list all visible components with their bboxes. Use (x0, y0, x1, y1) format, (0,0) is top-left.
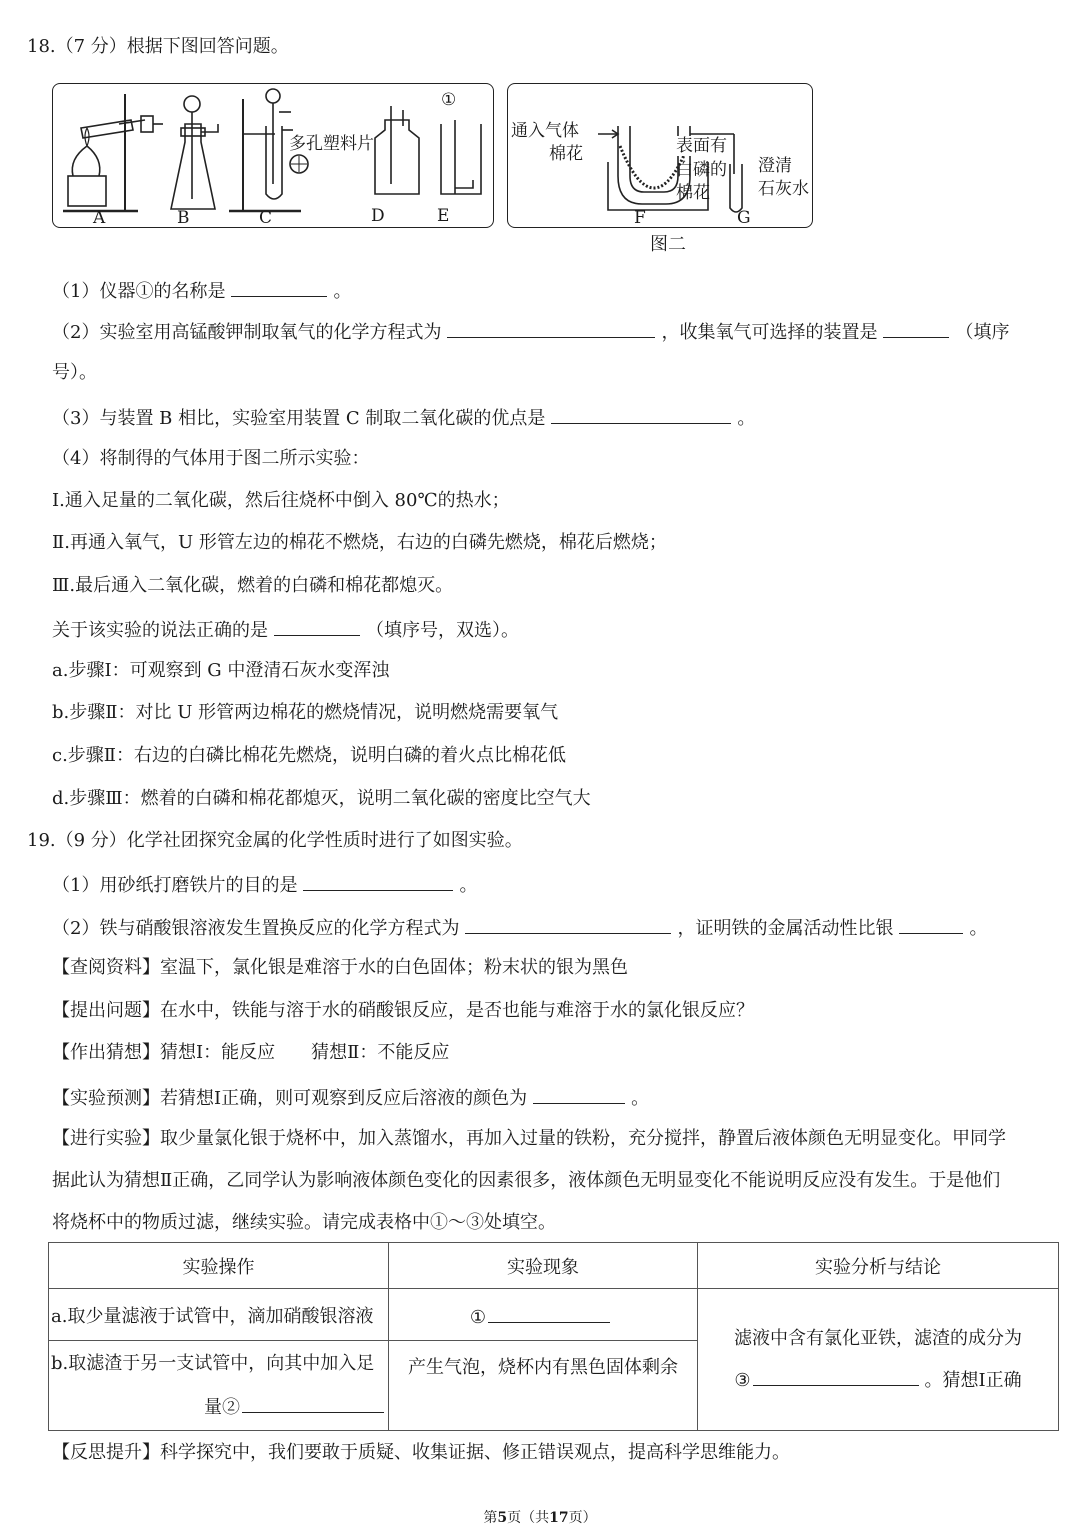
q18-part4: （4）将制得的气体用于图二所示实验： (52, 448, 370, 469)
q19-part1-end: 。 (459, 875, 478, 896)
figure-u-tube (507, 83, 813, 228)
q18-ask-text: 关于该实验的说法正确的是 (52, 620, 268, 641)
label-surface-2: 白磷的 (676, 160, 727, 180)
q18-part2-text-c: （填序 (955, 322, 1010, 343)
label-surface-1: 表面有 (676, 136, 727, 156)
q18-part3-end: 。 (737, 408, 756, 429)
alcohol-lamp (72, 146, 100, 176)
row-b-phenomenon: 产生气泡，烧杯内有黑色固体剩余 (389, 1341, 698, 1431)
q19-part1 (52, 870, 477, 899)
q18-part2 (52, 317, 1009, 346)
label-e: E (437, 206, 450, 226)
q19-header: 19.（9 分）化学社团探究金属的化学性质时进行了如图实验。 (27, 830, 523, 851)
row-b-op-line-1: b.取滤渣于另一支试管中，向其中加入足 (51, 1352, 375, 1374)
annotation-plastic-plate: 多孔塑料片 (289, 134, 374, 154)
q19-part2-text-b: ，证明铁的金属活动性比银 (677, 918, 894, 939)
answer-blank-equation[interactable] (447, 317, 655, 338)
label-a: A (93, 208, 106, 228)
prediction-end: 。 (631, 1088, 650, 1109)
funnel-bulb-b (184, 96, 200, 112)
q18-part3 (52, 403, 755, 432)
row-a-phenomenon (389, 1289, 698, 1341)
row-b-op-line-2 (51, 1386, 388, 1430)
answer-blank-choice[interactable] (274, 615, 360, 636)
label-c: C (259, 208, 273, 228)
bottle-d (375, 120, 419, 194)
label-b: B (177, 208, 190, 228)
q18-ask (52, 615, 519, 644)
table-row (49, 1289, 1059, 1341)
marker-circle-1-table: ① (469, 1306, 487, 1328)
test-tube-g (730, 164, 742, 212)
answer-blank-advantage[interactable] (551, 403, 731, 424)
col-operation: 实验操作 (49, 1243, 389, 1289)
q18-part2-text-b: ，收集氧气可选择的装置是 (661, 322, 878, 343)
prediction (52, 1083, 649, 1112)
answer-blank-fe-equation[interactable] (465, 913, 671, 934)
label-limewater-1: 澄清 (758, 156, 792, 176)
marker-circle-1: ① (441, 90, 457, 110)
q19-part2-text: （2）铁与硝酸银溶液发生置换反应的化学方程式为 (52, 918, 460, 939)
row-a-operation: a.取少量滤液于试管中，滴加硝酸银溶液 (49, 1289, 389, 1341)
answer-blank-1[interactable] (488, 1302, 610, 1323)
q18-header: 18.（7 分）根据下图回答问题。 (27, 36, 289, 57)
col-phenomenon: 实验现象 (389, 1243, 698, 1289)
conclusion-line-2 (704, 1360, 1052, 1402)
q18-part1-end: 。 (333, 281, 352, 302)
apparatus-drawing (53, 84, 495, 229)
q19-part2-end: 。 (969, 918, 988, 939)
footer-prefix: 第 (483, 1510, 498, 1526)
q19-part1-text: （1）用砂纸打磨铁片的目的是 (52, 875, 298, 896)
q18-ask-end: （填序号，双选）。 (366, 620, 519, 641)
page-footer (0, 1507, 1080, 1527)
answer-blank-color[interactable] (533, 1083, 625, 1104)
reflection: 【反思提升】科学探究中，我们要敢于质疑、收集证据、修正错误观点，提高科学思维能力。 (52, 1442, 790, 1463)
option-d: d.步骤Ⅲ：燃着的白磷和棉花都熄灭，说明二氧化碳的密度比空气大 (52, 788, 591, 809)
option-c: c.步骤Ⅱ：右边的白磷比棉花先燃烧，说明白磷的着火点比棉花低 (52, 745, 567, 766)
lamp-base-a (68, 176, 106, 206)
table-header-row (49, 1243, 1059, 1289)
jar-e (441, 124, 481, 194)
col-conclusion: 实验分析与结论 (698, 1243, 1059, 1289)
footer-mid: 页（共 (507, 1510, 550, 1526)
label-limewater-2: 石灰水 (758, 179, 809, 199)
footer-page-number: 5 (497, 1510, 508, 1526)
experiment-line-3: 将烧杯中的物质过滤，继续实验。请完成表格中①～③处填空。 (52, 1212, 556, 1233)
marker-circle-3: ③ (734, 1369, 751, 1391)
label-g: G (737, 208, 751, 228)
marker-circle-2: 量② (204, 1396, 240, 1418)
option-a: a.步骤Ⅰ：可观察到 G 中澄清石灰水变浑浊 (52, 660, 390, 681)
answer-blank-3[interactable] (753, 1365, 919, 1386)
row-b-operation (49, 1341, 389, 1431)
stopper-a (141, 116, 153, 132)
label-gas-in: 通入气体 (511, 121, 579, 141)
footer-total-pages: 17 (549, 1510, 569, 1526)
answer-blank-activity[interactable] (899, 913, 963, 934)
u-tube-inner (630, 126, 678, 192)
question-raised: 【提出问题】在水中，铁能与溶于水的硝酸银反应，是否也能与难溶于水的氯化银反应？ (52, 1000, 754, 1021)
experiment-line-2: 据此认为猜想Ⅱ正确，乙同学认为影响液体颜色变化的因素很多，液体颜色无明显变化不能说明反应没有发生。于是他们 (52, 1170, 1001, 1191)
outlet-e (455, 180, 473, 188)
step-2: Ⅱ.再通入氧气，U 形管左边的棉花不燃烧，右边的白磷先燃烧，棉花后燃烧； (52, 532, 667, 553)
label-f: F (634, 208, 646, 228)
answer-blank-2[interactable] (242, 1392, 384, 1413)
conclusion-line-1: 滤液中含有氯化亚铁，滤渣的成分为 (734, 1327, 1022, 1349)
label-d: D (371, 206, 385, 226)
q18-part3-text: （3）与装置 B 相比，实验室用装置 C 制取二氧化碳的优点是 (52, 408, 546, 429)
figure-2-caption: 图二 (650, 234, 686, 255)
q19-part2 (52, 913, 987, 942)
q18-part1 (52, 276, 351, 305)
step-3: Ⅲ.最后通入二氧化碳，燃着的白磷和棉花都熄灭。 (52, 575, 454, 596)
q18-part2-cont: 号）。 (52, 362, 97, 383)
test-tube-c (266, 126, 282, 199)
hypothesis: 【作出猜想】猜想Ⅰ：能反应 猜想Ⅱ：不能反应 (52, 1042, 450, 1063)
footer-suffix: 页） (568, 1510, 597, 1526)
answer-blank-collect[interactable] (883, 317, 949, 338)
experiment-table (48, 1242, 1059, 1431)
q18-part1-text: （1）仪器①的名称是 (52, 281, 226, 302)
conclusion-end: 。猜想Ⅰ正确 (924, 1369, 1022, 1391)
answer-blank-instrument[interactable] (231, 276, 327, 297)
q18-part2-text: （2）实验室用高锰酸钾制取氧气的化学方程式为 (52, 322, 442, 343)
experiment-line-1: 【进行实验】取少量氯化银于烧杯中，加入蒸馏水，再加入过量的铁粉，充分搅拌，静置后液体颜色无明显变化。甲同学 (52, 1128, 1006, 1149)
figure-apparatus (52, 83, 494, 228)
prediction-text: 【实验预测】若猜想Ⅰ正确，则可观察到反应后溶液的颜色为 (52, 1088, 528, 1109)
reference: 【查阅资料】室温下，氯化银是难溶于水的白色固体；粉末状的银为黑色 (52, 957, 628, 978)
option-b: b.步骤Ⅱ：对比 U 形管两边棉花的燃烧情况，说明燃烧需要氧气 (52, 702, 559, 723)
step-1: Ⅰ.通入足量的二氧化碳，然后往烧杯中倒入 80℃的热水； (52, 490, 510, 511)
answer-blank-polish[interactable] (303, 870, 453, 891)
conclusion-cell (698, 1289, 1059, 1431)
label-cotton-left: 棉花 (549, 144, 583, 164)
label-surface-3: 棉花 (676, 183, 710, 203)
funnel-bulb-c (266, 89, 280, 103)
